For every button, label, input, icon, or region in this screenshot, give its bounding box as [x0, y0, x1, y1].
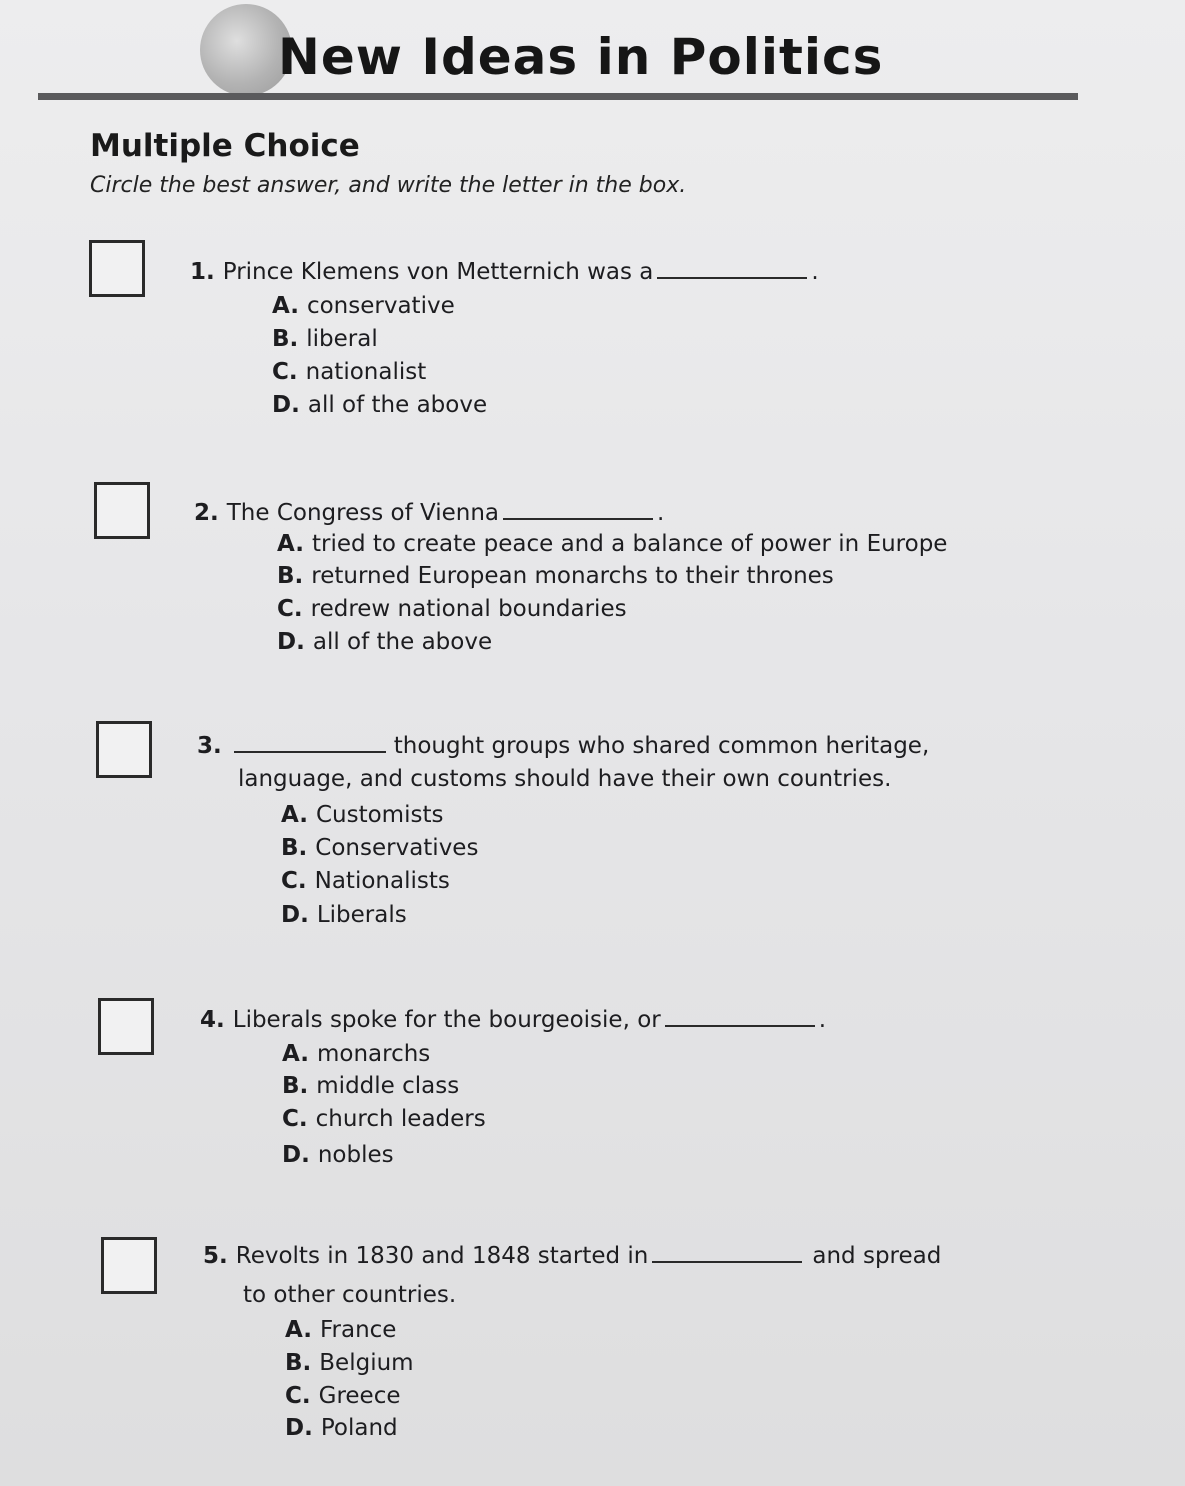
choice-text: liberal — [306, 326, 378, 352]
choice-letter: C. — [272, 359, 298, 385]
choice-d[interactable] — [277, 629, 492, 655]
choice-text: all of the above — [312, 629, 493, 655]
choice-letter: D. — [282, 1142, 310, 1168]
choice-text: returned European monarchs to their thrones — [311, 563, 834, 589]
choice-text: Conservatives — [315, 835, 479, 861]
choice-b[interactable] — [282, 1073, 459, 1099]
choice-letter: D. — [281, 902, 309, 928]
choice-text: conservative — [306, 293, 455, 319]
answer-box[interactable] — [94, 482, 150, 539]
question-stem: The Congress of Vienna — [226, 500, 500, 526]
choice-c[interactable] — [282, 1106, 486, 1132]
question-text-line2: to other countries. — [243, 1282, 457, 1308]
choice-letter: A. — [282, 1041, 309, 1067]
choice-d[interactable] — [285, 1415, 398, 1441]
choice-text: Poland — [320, 1415, 398, 1441]
choice-letter: D. — [277, 629, 305, 655]
fill-in-blank[interactable] — [657, 259, 807, 279]
choice-text: Nationalists — [314, 868, 450, 894]
question-stem-end: and spread — [812, 1243, 942, 1269]
fill-in-blank[interactable] — [234, 733, 386, 753]
answer-box[interactable] — [98, 998, 154, 1055]
question-stem-end: . — [657, 500, 665, 526]
section-title: Multiple Choice — [90, 128, 360, 164]
choice-text: Liberals — [316, 902, 407, 928]
choice-letter: C. — [277, 596, 303, 622]
choice-letter: B. — [282, 1073, 309, 1099]
choice-d[interactable] — [282, 1142, 394, 1168]
choice-letter: A. — [277, 531, 304, 557]
question-stem-end: . — [818, 1007, 827, 1033]
question-stem: Revolts in 1830 and 1848 started in — [235, 1243, 649, 1269]
choice-letter: B. — [277, 563, 304, 589]
choice-text: Customists — [315, 802, 444, 828]
question-text-line2: language, and customs should have their own countries. — [238, 766, 892, 792]
question-number: 2. — [194, 500, 219, 526]
question-text — [190, 259, 819, 285]
choice-text: Belgium — [319, 1350, 414, 1376]
choice-letter: D. — [272, 392, 300, 418]
answer-box[interactable] — [96, 721, 152, 778]
question-text — [200, 1007, 826, 1033]
choice-c[interactable] — [285, 1383, 401, 1409]
choice-c[interactable] — [277, 596, 627, 622]
choice-letter: A. — [285, 1317, 312, 1343]
choice-letter: B. — [281, 835, 308, 861]
fill-in-blank[interactable] — [665, 1007, 815, 1027]
choice-text: redrew national boundaries — [310, 596, 627, 622]
choice-text: tried to create peace and a balance of power in Europe — [311, 531, 948, 557]
question-stem: Liberals spoke for the bourgeoisie, or — [232, 1007, 661, 1033]
fill-in-blank[interactable] — [652, 1243, 802, 1263]
question-text — [197, 733, 929, 759]
choice-text: monarchs — [316, 1041, 431, 1067]
question-text — [203, 1243, 941, 1269]
answer-box[interactable] — [89, 240, 145, 297]
choice-c[interactable] — [281, 868, 450, 894]
question-number: 5. — [203, 1243, 228, 1269]
page-title: New Ideas in Politics — [278, 28, 884, 86]
choice-text: nobles — [317, 1142, 394, 1168]
choice-text: France — [319, 1317, 397, 1343]
choice-text: nationalist — [305, 359, 427, 385]
choice-text: all of the above — [307, 392, 488, 418]
choice-a[interactable] — [285, 1317, 396, 1343]
choice-a[interactable] — [272, 293, 455, 319]
choice-a[interactable] — [282, 1041, 430, 1067]
choice-b[interactable] — [281, 835, 478, 861]
question-number: 4. — [200, 1007, 225, 1033]
choice-b[interactable] — [272, 326, 378, 352]
choice-text: church leaders — [315, 1106, 486, 1132]
answer-box[interactable] — [101, 1237, 157, 1294]
question-number: 3. — [197, 733, 222, 759]
choice-letter: C. — [285, 1383, 311, 1409]
instructions: Circle the best answer, and write the letter in the box. — [90, 173, 687, 198]
choice-letter: B. — [285, 1350, 312, 1376]
choice-letter: A. — [281, 802, 308, 828]
choice-letter: A. — [272, 293, 299, 319]
choice-d[interactable] — [272, 392, 487, 418]
choice-text: Greece — [318, 1383, 401, 1409]
fill-in-blank[interactable] — [503, 500, 653, 520]
choice-letter: B. — [272, 326, 299, 352]
choice-b[interactable] — [285, 1350, 414, 1376]
choice-letter: C. — [282, 1106, 308, 1132]
title-divider — [38, 93, 1078, 100]
choice-b[interactable] — [277, 563, 834, 589]
choice-d[interactable] — [281, 902, 407, 928]
question-stem: Prince Klemens von Metternich was a — [222, 259, 654, 285]
question-stem-end: . — [811, 259, 819, 285]
choice-text: middle class — [316, 1073, 460, 1099]
choice-c[interactable] — [272, 359, 426, 385]
question-text — [194, 500, 664, 526]
choice-letter: D. — [285, 1415, 313, 1441]
question-stem: thought groups who shared common heritage, — [393, 733, 930, 759]
choice-a[interactable] — [277, 531, 947, 557]
choice-letter: C. — [281, 868, 307, 894]
question-number: 1. — [190, 259, 215, 285]
choice-a[interactable] — [281, 802, 443, 828]
